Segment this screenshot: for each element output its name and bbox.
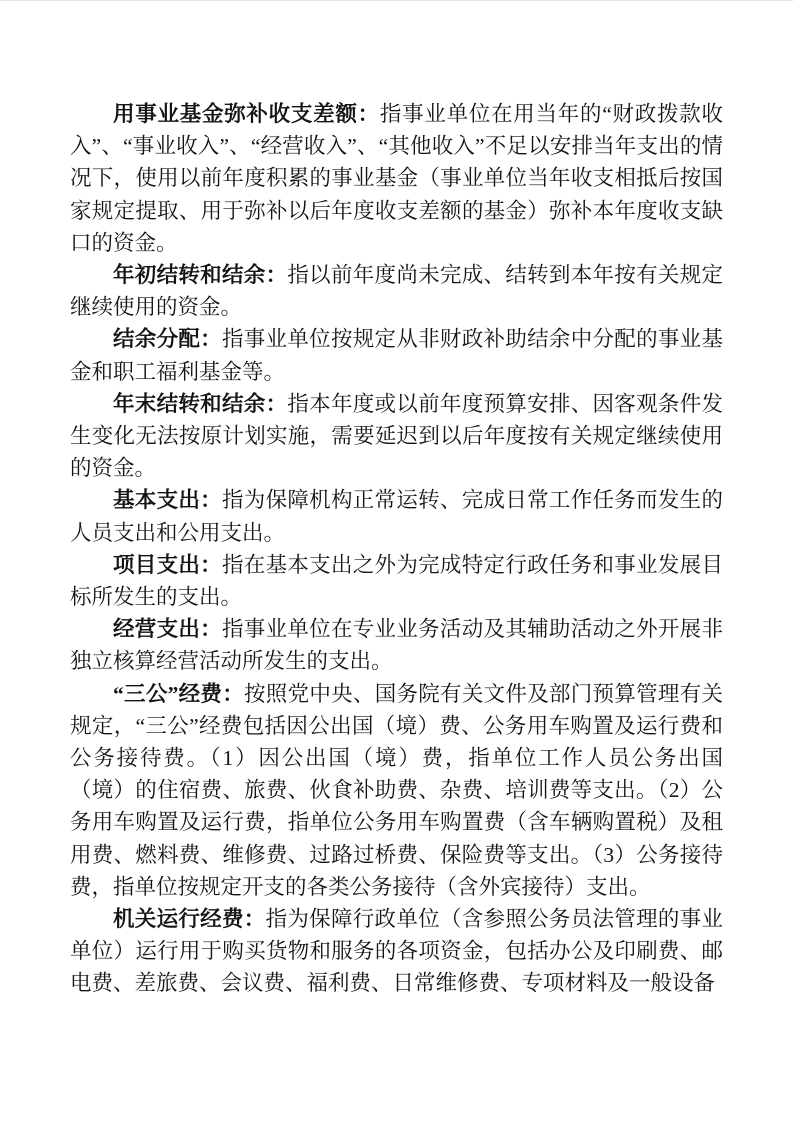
term-definition: 指事业单位在用当年的“财政拨款收入”、“事业收入”、“经营收入”、“其他收入”不足以安排当年支出的情况下，使用以前年度积累的事业基金（事业单位当年收支相抵后按国家规定提取、用于弥补以后年度收支差额的基金）弥补本年度收支缺口的资金。 <box>70 102 723 255</box>
term-definition: 指在基本支出之外为完成特定行政任务和事业发展目标所发生的支出。 <box>70 552 723 610</box>
term-definition: 按照党中央、国务院有关文件及部门预算管理有关规定，“三公”经费包括因公出国（境）费、公务用车购置及运行费和公务接待费。（1）因公出国（境）费，指单位工作人员公务出国（境）的住宿费、旅费、伙食补助费、杂费、培训费等支出。（2）公务用车购置及运行费，指单位公务用车购置费（含车辆购置税）及租用费、燃料费、维修费、过路过桥费、保险费等支出。（3）公务接待费，指单位按规定开支的各类公务接待（含外宾接待）支出。 <box>70 681 723 899</box>
definition-paragraph-three-public-funds <box>70 678 723 903</box>
definition-paragraph-fund-offset <box>70 98 723 259</box>
term-label: 年初结转和结余： <box>113 263 288 288</box>
definition-paragraph-opening-carryover <box>70 259 723 323</box>
definition-paragraph-basic-expenditure <box>70 484 723 548</box>
term-definition: 指为保障行政单位（含参照公务员法管理的事业单位）运行用于购买货物和服务的各项资金，包括办公及印刷费、邮电费、差旅费、会议费、福利费、日常维修费、专项材料及一般设备 <box>70 907 723 996</box>
term-definition: 指事业单位在专业业务活动及其辅助活动之外开展非独立核算经营活动所发生的支出。 <box>70 617 723 674</box>
term-label: 机关运行经费： <box>113 907 266 932</box>
term-definition: 指为保障机构正常运转、完成日常工作任务而发生的人员支出和公用支出。 <box>70 488 723 545</box>
term-label: 项目支出： <box>113 552 222 577</box>
term-definition: 指事业单位按规定从非财政补助结余中分配的事业基金和职工福利基金等。 <box>70 327 723 384</box>
term-definition: 指以前年度尚未完成、结转到本年按有关规定继续使用的资金。 <box>70 263 723 320</box>
definition-paragraph-project-expenditure <box>70 549 723 613</box>
document-body <box>70 98 723 1000</box>
term-label: 结余分配： <box>113 327 222 352</box>
definition-paragraph-yearend-carryover <box>70 388 723 485</box>
term-label: “三公”经费： <box>113 681 244 706</box>
definition-paragraph-operating-expenditure <box>70 613 723 677</box>
term-label: 经营支出： <box>113 617 222 642</box>
term-definition: 指本年度或以前年度预算安排、因客观条件发生变化无法按原计划实施，需要延迟到以后年度按有关规定继续使用的资金。 <box>70 391 723 481</box>
term-label: 基本支出： <box>113 488 222 513</box>
term-label: 用事业基金弥补收支差额： <box>113 102 380 126</box>
definition-paragraph-agency-operating-funds <box>70 903 723 1000</box>
definition-paragraph-surplus-distribution <box>70 323 723 387</box>
term-label: 年末结转和结余： <box>113 391 288 416</box>
